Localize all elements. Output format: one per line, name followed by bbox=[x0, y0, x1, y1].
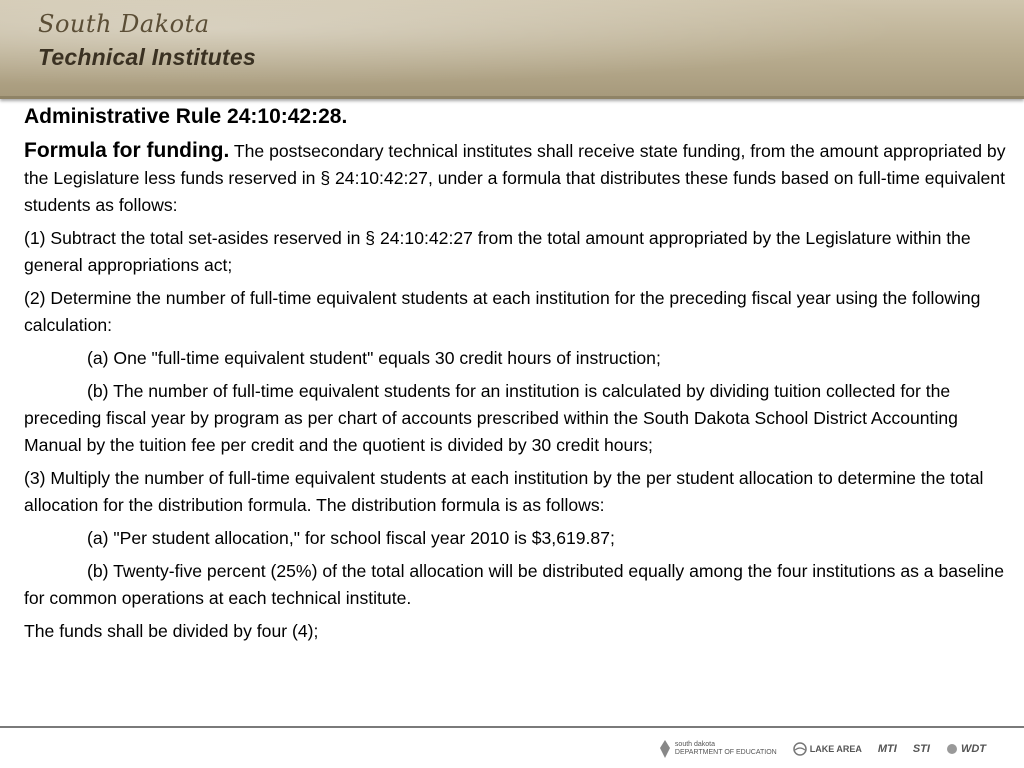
sti-logo bbox=[913, 743, 930, 755]
item-2: (2) Determine the number of full-time equivalent students at each institution for the preceding fiscal year using the following calculation: bbox=[24, 288, 981, 335]
item-1: (1) Subtract the total set-asides reserved in § 24:10:42:27 from the total amount appropriated by the Legislature within the general appropriations act; bbox=[24, 228, 971, 275]
mti-text: MTI bbox=[877, 743, 897, 755]
item-3a: (a) "Per student allocation," for school fiscal year 2010 is $3,619.87; bbox=[87, 528, 615, 548]
footer-logos bbox=[658, 736, 986, 762]
wdt-text: WDT bbox=[960, 743, 986, 755]
mti-logo bbox=[878, 743, 897, 755]
item-3b: (b) Twenty-five percent (25%) of the total allocation will be distributed equally among the four institutions as a baseline for common operations at each technical institute. bbox=[24, 561, 1005, 608]
lake-area-logo bbox=[793, 742, 862, 756]
rule-title: Administrative Rule 24:10:42:28. bbox=[24, 105, 348, 128]
lake-area-text: LAKE AREA bbox=[809, 744, 862, 754]
wdt-icon bbox=[946, 742, 958, 756]
doe-icon bbox=[658, 739, 672, 759]
footer-divider bbox=[0, 726, 1024, 728]
lake-area-icon bbox=[793, 742, 807, 756]
logo-script-text: South Dakota bbox=[38, 10, 210, 38]
closing-line: The funds shall be divided by four (4); bbox=[24, 621, 319, 641]
intro-lead: Formula for funding. bbox=[24, 139, 230, 162]
item-2a: (a) One "full-time equivalent student" equals 30 credit hours of instruction; bbox=[87, 348, 661, 368]
item-3: (3) Multiply the number of full-time equivalent students at each institution by the per student allocation to determine the total allocation for the distribution formula. The distribution formula is as follows: bbox=[24, 468, 984, 515]
doe-logo bbox=[658, 739, 777, 759]
sti-text: STI bbox=[912, 743, 930, 755]
header-banner bbox=[0, 0, 1024, 99]
item-2b: (b) The number of full-time equivalent students for an institution is calculated by dividing tuition collected for the preceding fiscal year by program as per chart of accounts prescribed within the South Dakota School District Accounting Manual by the tuition fee per credit and the quotient is divided by 30 credit hours; bbox=[24, 381, 958, 455]
doe-line2: DEPARTMENT OF EDUCATION bbox=[674, 749, 777, 756]
intro-paragraph bbox=[24, 137, 1009, 219]
doe-line1: south dakota bbox=[674, 741, 716, 748]
wdt-logo bbox=[946, 742, 986, 756]
intro-text: The postsecondary technical institutes shall receive state funding, from the amount appropriated by the Legislature less funds reserved in § 24:10:42:27, under a formula that distributes these funds based on full-time equivalent students as follows: bbox=[24, 141, 1006, 215]
rule-text bbox=[24, 103, 1009, 651]
logo-title-text: Technical Institutes bbox=[38, 44, 256, 70]
